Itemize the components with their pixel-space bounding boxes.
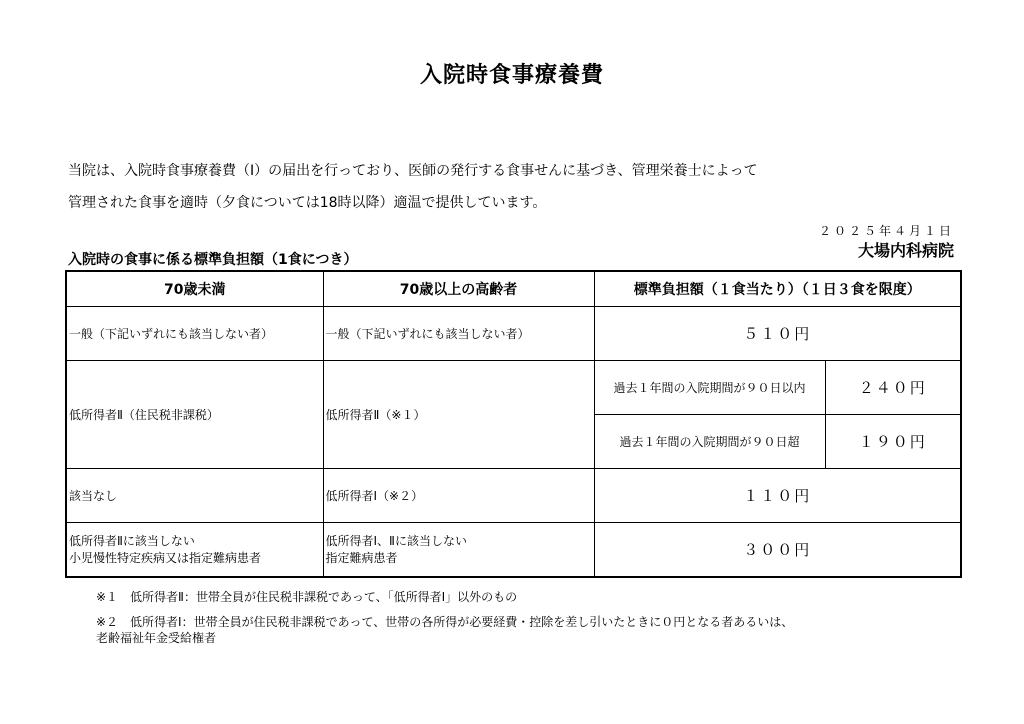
row4-over70-line2: 指定難病患者: [325, 551, 398, 566]
row1-amount: ５１０円: [594, 307, 961, 361]
row2-under70: 低所得者Ⅱ（住民税非課税）: [66, 361, 323, 469]
table-row: [66, 523, 961, 577]
burden-table: [65, 270, 962, 578]
row3-amount: １１０円: [594, 469, 961, 523]
row4-amount: ３００円: [594, 523, 961, 577]
row1-under70: 一般（下記いずれにも該当しない者）: [66, 307, 323, 361]
row4-under70: [66, 523, 323, 577]
intro-line-1: 当院は、入院時食事療養費（Ⅰ）の届出を行っており、医師の発行する食事せんに基づき、管理栄養士によって: [68, 163, 758, 179]
row3-over70: 低所得者Ⅰ（※２）: [323, 469, 594, 523]
table-header-row: [66, 271, 961, 307]
row4-over70: [323, 523, 594, 577]
intro-line-2: 管理された食事を適時（夕食については18時以降）適温で提供しています。: [68, 195, 547, 211]
page-title: 入院時食事療養費: [419, 63, 604, 88]
note-1: ※１ 低所得者Ⅱ：世帯全員が住民税非課税であって、「低所得者Ⅰ」以外のもの: [96, 590, 518, 604]
table-row: [66, 361, 961, 415]
table-row: [66, 307, 961, 361]
hospital-name: 大場内科病院: [857, 241, 954, 260]
row2a-amount: ２４０円: [825, 361, 961, 415]
row3-under70: 該当なし: [66, 469, 323, 523]
note-2-continued: 老齢福祉年金受給権者: [96, 631, 217, 645]
row4-over70-line1: 低所得者Ⅰ、Ⅱに該当しない: [325, 534, 467, 549]
row2a-condition: 過去１年間の入院期間が９０日以内: [594, 361, 825, 415]
header-burden: 標準負担額（１食当たり）（１日３食を限度）: [594, 271, 961, 307]
row2-over70: 低所得者Ⅱ（※１）: [323, 361, 594, 469]
header-under70: 70歳未満: [66, 271, 323, 307]
row1-over70: 一般（下記いずれにも該当しない者）: [323, 307, 594, 361]
table-row: [66, 469, 961, 523]
issue-date: ２０２５年４月１日: [818, 224, 954, 238]
row4-under70-line2: 小児慢性特定疾病又は指定難病患者: [69, 551, 262, 566]
note-2: ※２ 低所得者Ⅰ：世帯全員が住民税非課税であって、世帯の各所得が必要経費・控除を差し引いたときに０円となる者あるいは、: [96, 615, 794, 629]
row2b-amount: １９０円: [825, 415, 961, 469]
row4-under70-line1: 低所得者Ⅱに該当しない: [69, 534, 195, 549]
header-over70: 70歳以上の高齢者: [323, 271, 594, 307]
row2b-condition: 過去１年間の入院期間が９０日超: [594, 415, 825, 469]
table-title: 入院時の食事に係る標準負担額（1食につき）: [68, 252, 358, 268]
